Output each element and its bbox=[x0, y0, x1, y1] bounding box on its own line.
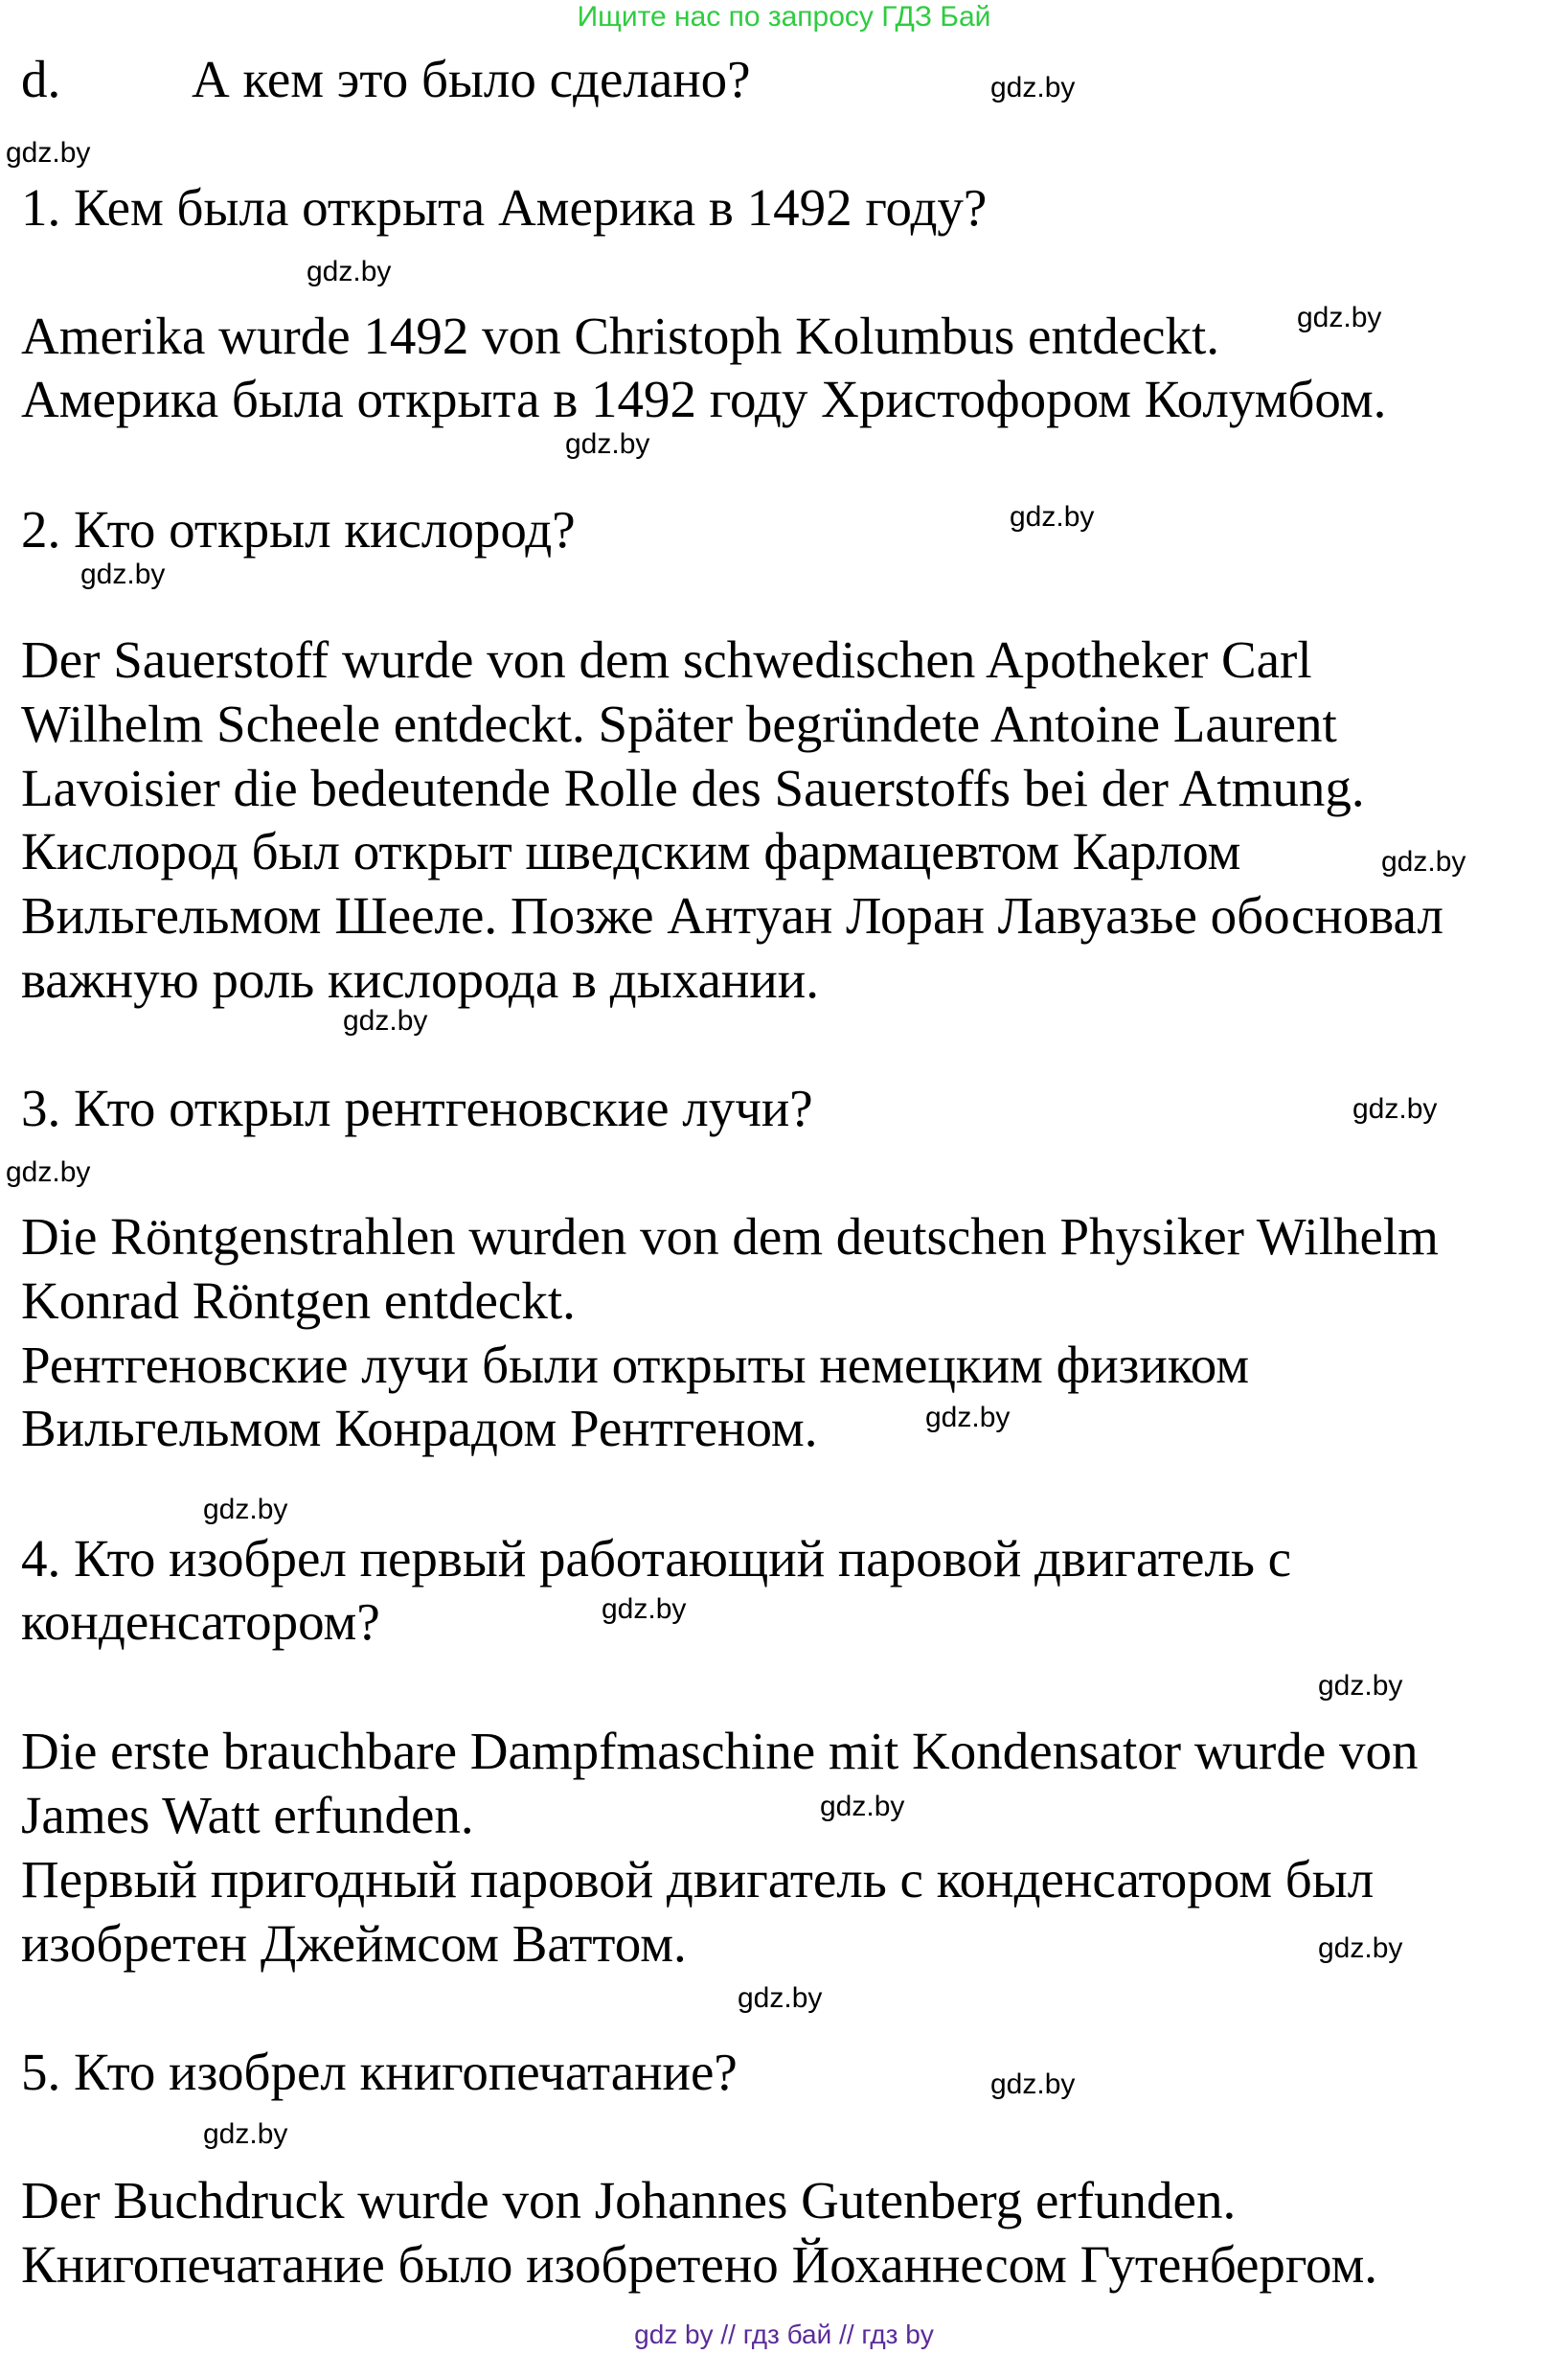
answer-2-russian-line-1: Кислород был открыт шведским фармацевтом Карлом bbox=[21, 822, 1241, 880]
header-search-link[interactable]: Ищите нас по запросу ГДЗ Бай bbox=[577, 1, 991, 33]
watermark: gdz.by bbox=[343, 1005, 428, 1037]
watermark: gdz.by bbox=[1352, 1093, 1438, 1125]
answer-2-russian-line-2: Вильгельмом Шееле. Позже Антуан Лоран Лавуазье обосновал bbox=[21, 886, 1443, 945]
answer-2-russian-line-3: важную роль кислорода в дыхании. bbox=[21, 950, 819, 1009]
watermark: gdz.by bbox=[820, 1791, 905, 1822]
answer-3-russian-line-1: Рентгеновские лучи были открыты немецким физиком bbox=[21, 1336, 1249, 1394]
watermark: gdz.by bbox=[602, 1593, 687, 1625]
question-4-line-1: 4. Кто изобрел первый работающий паровой двигатель с bbox=[21, 1529, 1292, 1588]
task-letter: d. bbox=[21, 50, 61, 108]
answer-4-german-line-2: James Watt erfunden. bbox=[21, 1786, 474, 1844]
watermark: gdz.by bbox=[6, 1156, 91, 1188]
answer-3-russian-line-2: Вильгельмом Конрадом Рентгеном. bbox=[21, 1399, 818, 1457]
watermark: gdz.by bbox=[6, 137, 91, 169]
watermark: gdz.by bbox=[1318, 1932, 1403, 1964]
answer-2-german-line-1: Der Sauerstoff wurde von dem schwedischen Apotheker Carl bbox=[21, 630, 1312, 689]
answer-1-german: Amerika wurde 1492 von Christoph Kolumbus entdeckt. bbox=[21, 307, 1220, 365]
watermark: gdz.by bbox=[990, 2068, 1076, 2100]
watermark: gdz.by bbox=[565, 428, 650, 460]
question-4-line-2: конденсатором? bbox=[21, 1592, 380, 1651]
watermark: gdz.by bbox=[738, 1982, 823, 2014]
watermark: gdz.by bbox=[1297, 302, 1382, 333]
task-heading bbox=[21, 48, 751, 111]
watermark: gdz.by bbox=[203, 2118, 288, 2150]
watermark: gdz.by bbox=[203, 1494, 288, 1525]
answer-4-german-line-1: Die erste brauchbare Dampfmaschine mit Kondensator wurde von bbox=[21, 1722, 1419, 1780]
watermark: gdz.by bbox=[925, 1402, 1011, 1433]
question-1: 1. Кем была открыта Америка в 1492 году? bbox=[21, 178, 988, 237]
task-title: А кем это было сделано? bbox=[192, 50, 751, 108]
footer-watermark: gdz by // гдз бай // гдз by bbox=[634, 2320, 934, 2349]
question-3: 3. Кто открыл рентгеновские лучи? bbox=[21, 1079, 813, 1137]
answer-2-german-line-2: Wilhelm Scheele entdeckt. Später begründete Antoine Laurent bbox=[21, 695, 1337, 753]
answer-5-russian: Книгопечатание было изобретено Йоханнесом Гутенбергом. bbox=[21, 2235, 1378, 2294]
watermark: gdz.by bbox=[1381, 846, 1466, 878]
answer-3-german-line-2: Konrad Röntgen entdeckt. bbox=[21, 1271, 576, 1330]
answer-5-german: Der Buchdruck wurde von Johannes Gutenberg erfunden. bbox=[21, 2171, 1237, 2229]
watermark: gdz.by bbox=[307, 256, 392, 287]
answer-4-russian-line-1: Первый пригодный паровой двигатель с конденсатором был bbox=[21, 1850, 1375, 1908]
answer-3-german-line-1: Die Röntgenstrahlen wurden von dem deutschen Physiker Wilhelm bbox=[21, 1207, 1439, 1266]
answer-1-russian: Америка была открыта в 1492 году Христофором Колумбом. bbox=[21, 370, 1387, 428]
answer-2-german-line-3: Lavoisier die bedeutende Rolle des Sauerstoffs bei der Atmung. bbox=[21, 759, 1365, 817]
watermark: gdz.by bbox=[80, 559, 166, 590]
question-2: 2. Кто открыл кислород? bbox=[21, 500, 576, 559]
watermark: gdz.by bbox=[1010, 501, 1095, 533]
answer-4-russian-line-2: изобретен Джеймсом Ваттом. bbox=[21, 1914, 687, 1973]
watermark: gdz.by bbox=[1318, 1670, 1403, 1702]
watermark: gdz.by bbox=[990, 72, 1076, 103]
question-5: 5. Кто изобрел книгопечатание? bbox=[21, 2043, 738, 2101]
